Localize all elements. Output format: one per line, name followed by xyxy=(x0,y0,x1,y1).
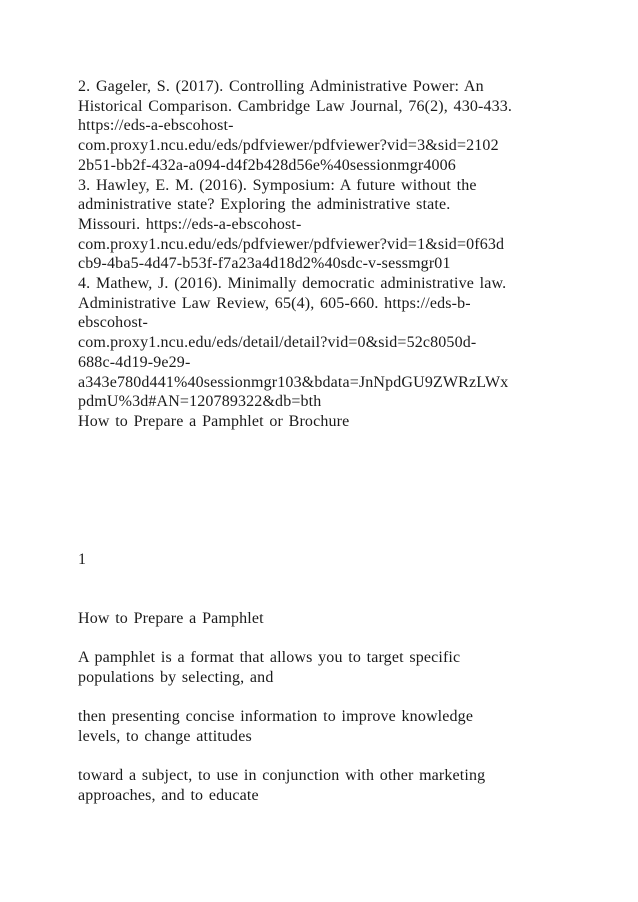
text-line: pdmU%3d#AN=120789322&db=bth xyxy=(78,393,322,411)
text-line: 3. Hawley, E. M. (2016). Symposium: A future without the xyxy=(78,176,477,194)
text-line: com.proxy1.ncu.edu/eds/pdfviewer/pdfviewer?vid=3&sid=2102 xyxy=(78,137,499,155)
text-line: 2. Gageler, S. (2017). Controlling Administrative Power: An xyxy=(78,78,484,95)
text-line: approaches, and to educate xyxy=(78,787,259,805)
blank-line xyxy=(78,747,578,767)
blank-line xyxy=(78,491,578,511)
document-page xyxy=(78,77,578,806)
blank-line xyxy=(78,688,578,708)
text-line: levels, to change attitudes xyxy=(78,728,252,746)
blank-line xyxy=(78,471,578,491)
text-line: com.proxy1.ncu.edu/eds/pdfviewer/pdfviewer?vid=1&sid=0f63d xyxy=(78,235,505,253)
text-line: https://eds-a-ebscohost- xyxy=(78,117,234,135)
text-line: 2b51-bb2f-432a-a094-d4f2b428d56e%40sessionmgr4006 xyxy=(78,156,456,174)
text-line: 688c-4d19-9e29- xyxy=(78,353,191,371)
page-number: 1 xyxy=(78,550,87,568)
blank-line xyxy=(78,451,578,471)
text-line: com.proxy1.ncu.edu/eds/detail/detail?vid=0&sid=52c8050d- xyxy=(78,334,477,352)
blank-line xyxy=(78,589,578,609)
text-line: Missouri. https://eds-a-ebscohost- xyxy=(78,215,302,233)
text-line: Historical Comparison. Cambridge Law Journal, 76(2), 430-433. xyxy=(78,97,513,115)
text-line: 4. Mathew, J. (2016). Minimally democratic administrative law. xyxy=(78,275,507,293)
blank-line xyxy=(78,530,578,550)
text-line: administrative state? Exploring the administrative state. xyxy=(78,196,451,214)
blank-line xyxy=(78,569,578,589)
text-line: populations by selecting, and xyxy=(78,668,274,686)
section-title: How to Prepare a Pamphlet xyxy=(78,609,264,627)
text-line: A pamphlet is a format that allows you to target specific xyxy=(78,649,461,667)
text-line: cb9-4ba5-4d47-b53f-f7a23a4d18d2%40sdc-v-sessmgr01 xyxy=(78,255,451,273)
blank-line xyxy=(78,510,578,530)
blank-line xyxy=(78,629,578,649)
text-line: ebscohost- xyxy=(78,314,148,332)
text-line: a343e780d441%40sessionmgr103&bdata=JnNpdGU9ZWRzLWx xyxy=(78,373,509,391)
text-line: toward a subject, to use in conjunction with other marketing xyxy=(78,767,486,785)
text-line: then presenting concise information to improve knowledge xyxy=(78,708,474,726)
blank-line xyxy=(78,432,578,452)
text-line: Administrative Law Review, 65(4), 605-660. https://eds-b- xyxy=(78,294,471,312)
section-heading: How to Prepare a Pamphlet or Brochure xyxy=(78,412,350,430)
